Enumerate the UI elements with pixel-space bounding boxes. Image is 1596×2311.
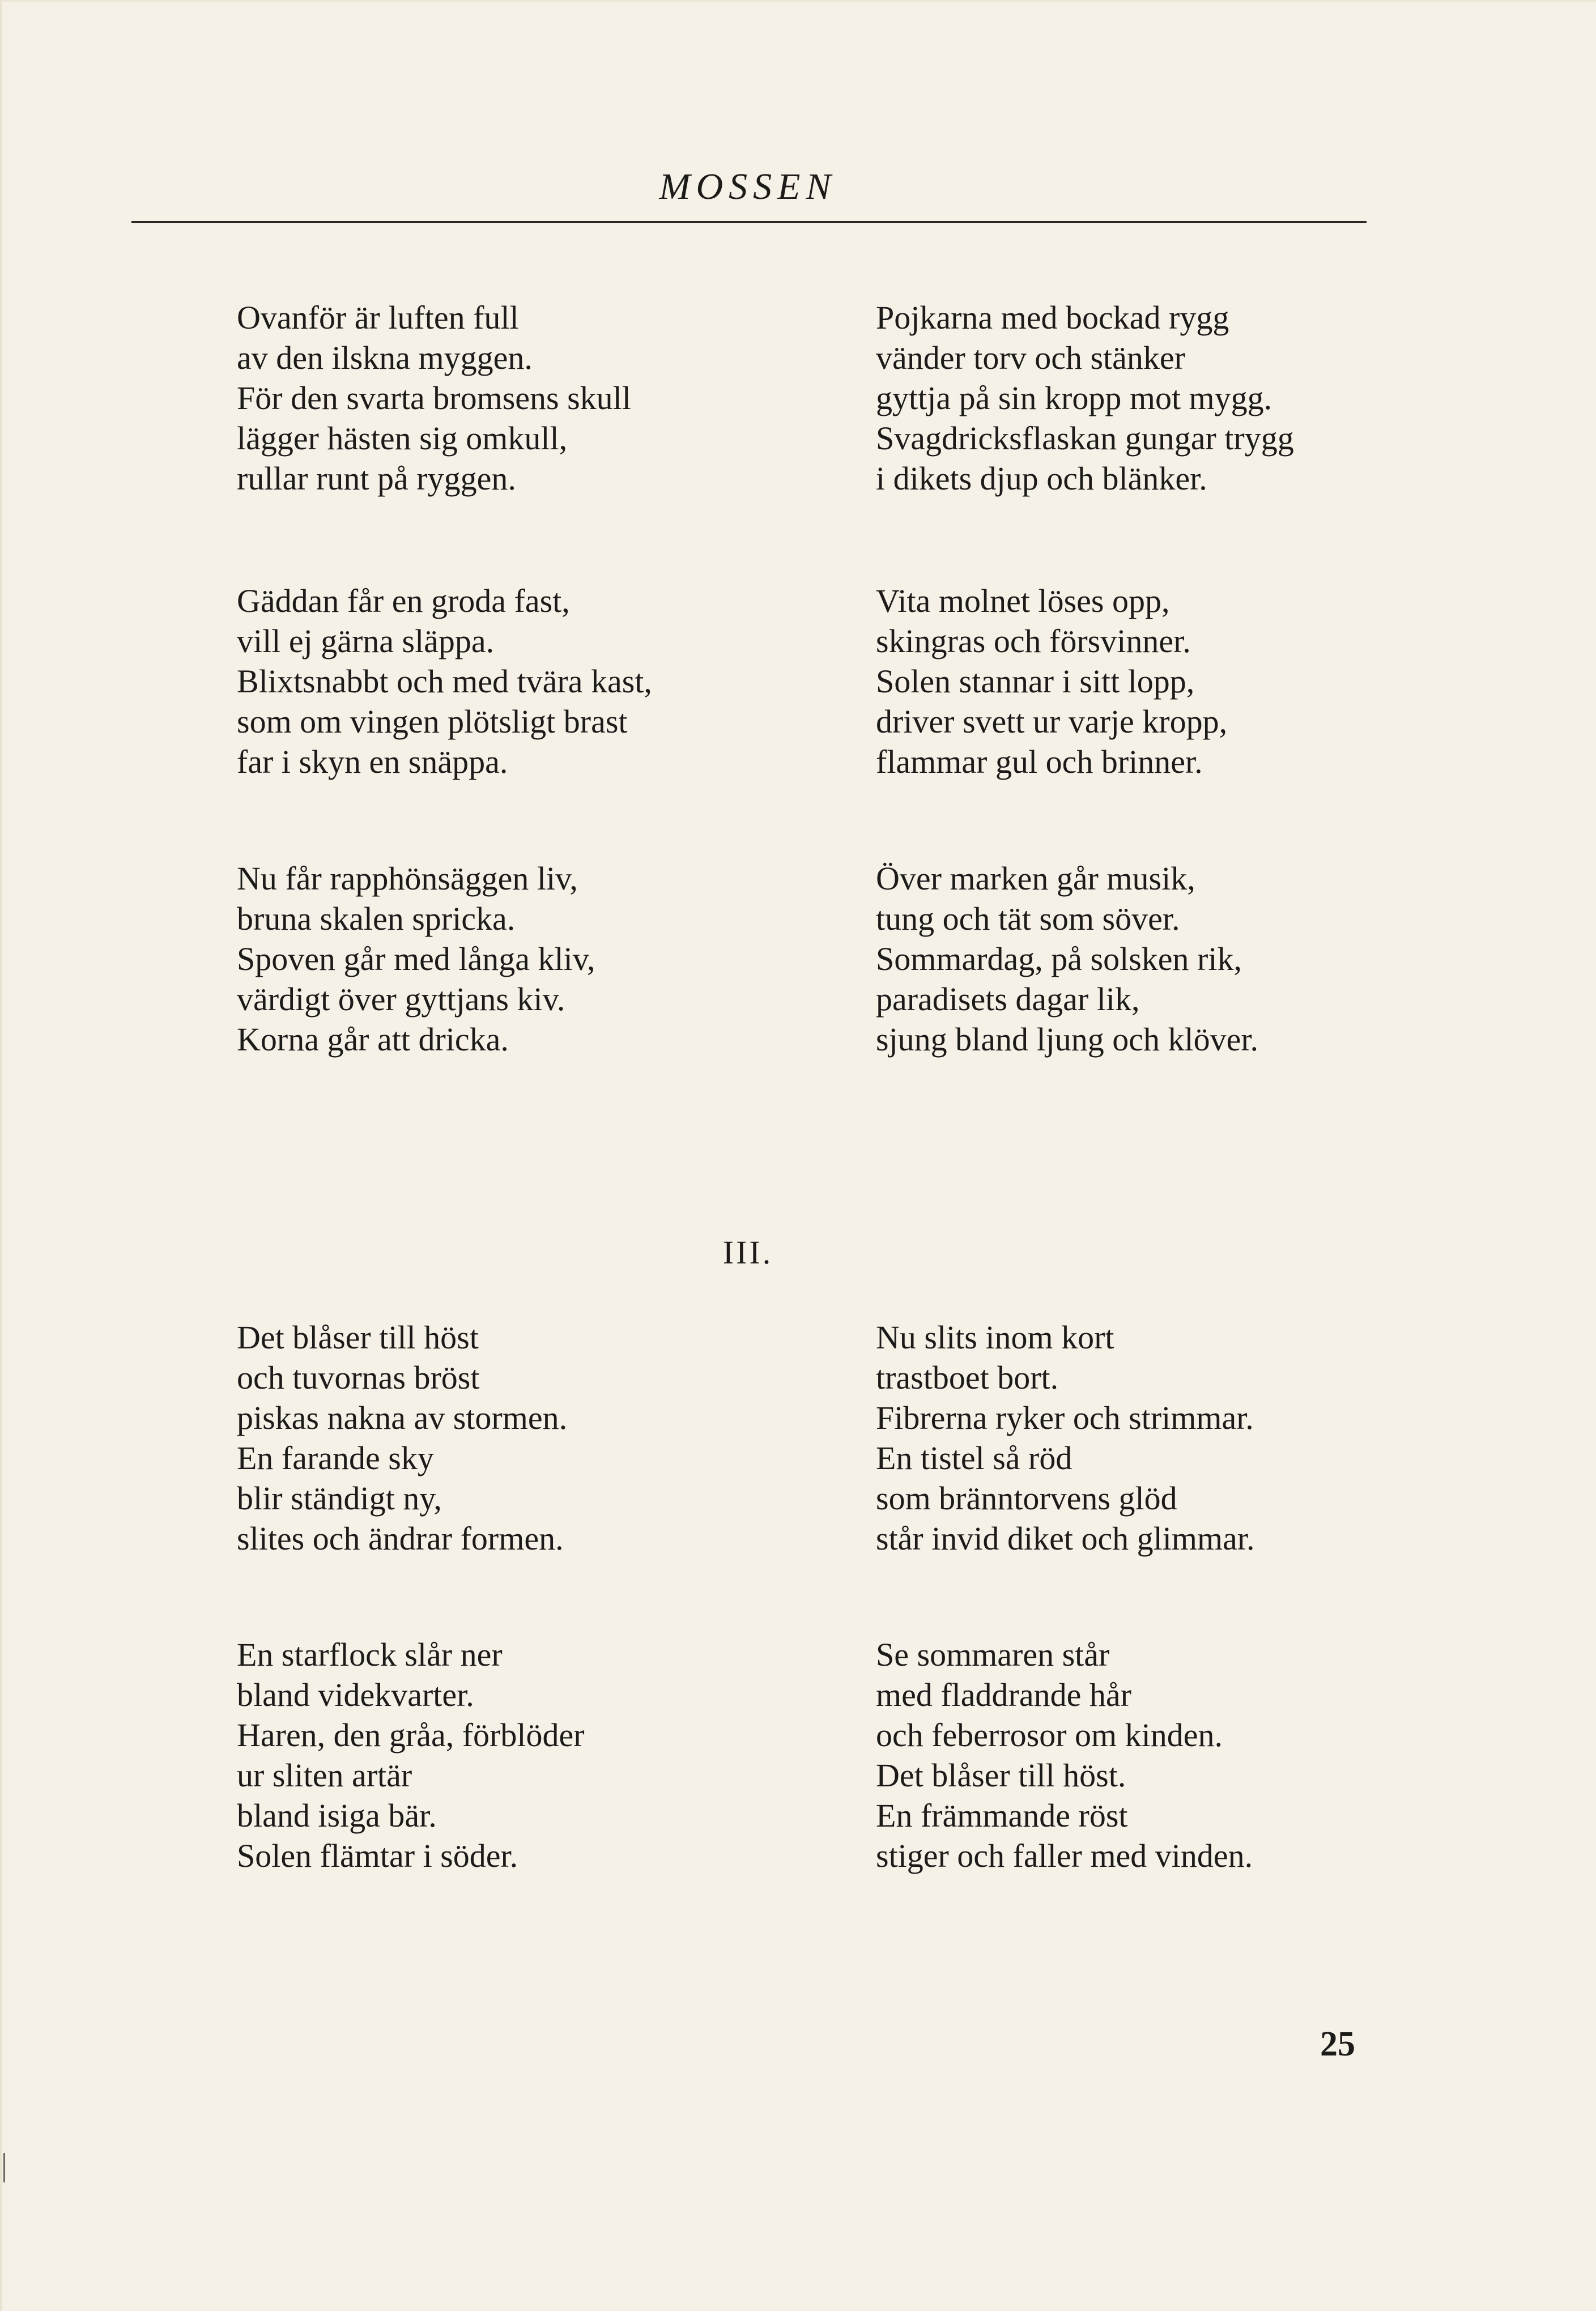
poem-line: blir ständigt ny, (237, 1480, 442, 1517)
poem-line: Spoven går med långa kliv, (237, 940, 595, 977)
poem-line: Nu slits inom kort (876, 1319, 1114, 1356)
poem-line: En främmande röst (876, 1797, 1128, 1834)
poem-line: Solen flämtar i söder. (237, 1837, 518, 1874)
poem-line: rullar runt på ryggen. (237, 460, 516, 497)
poem-line: bland isiga bär. (237, 1797, 437, 1834)
poem-line: slites och ändrar formen. (237, 1520, 564, 1557)
poem-line: står invid diket och glimmar. (876, 1520, 1255, 1557)
poem-line: av den ilskna myggen. (237, 339, 533, 376)
stanza-top-1-left (237, 297, 803, 499)
poem-line: Sommardag, på solsken rik, (876, 940, 1242, 977)
poem-line: vill ej gärna släppa. (237, 623, 495, 659)
poem-line: tung och tät som söver. (876, 900, 1180, 937)
poem-line: flammar gul och brinner. (876, 743, 1203, 780)
stanza-bottom-2-right (876, 1635, 1442, 1876)
poem-line: Det blåser till höst (237, 1319, 479, 1356)
poem-line: Pojkarna med bockad rygg (876, 299, 1229, 336)
poem-line: gyttja på sin kropp mot mygg. (876, 380, 1272, 416)
poem-line: Gäddan får en groda fast, (237, 582, 570, 619)
stanza-top-1-right (876, 297, 1442, 499)
poem-line: med fladdrande hår (876, 1676, 1131, 1713)
poem-line: stiger och faller med vinden. (876, 1837, 1253, 1874)
poem-line: ur sliten artär (237, 1757, 412, 1794)
poem-line: Svagdricksflaskan gungar trygg (876, 420, 1294, 457)
poem-line: piskas nakna av stormen. (237, 1399, 568, 1436)
poem-line: vänder torv och stänker (876, 339, 1185, 376)
stanza-bottom-1-left (237, 1317, 803, 1559)
page-number: 25 (1320, 2025, 1355, 2063)
poem-line: bruna skalen spricka. (237, 900, 516, 937)
poem-line: Ovanför är luften full (237, 299, 519, 336)
stanza-top-3-right (876, 858, 1442, 1059)
poem-line: Nu får rapphönsäggen liv, (237, 860, 578, 897)
stanza-bottom-2-left (237, 1635, 803, 1876)
poem-line: Över marken går musik, (876, 860, 1195, 897)
stanza-top-2-left (237, 581, 803, 782)
poem-line: Det blåser till höst. (876, 1757, 1126, 1794)
poem-line: Fibrerna ryker och strimmar. (876, 1399, 1254, 1436)
poem-line: Solen stannar i sitt lopp, (876, 663, 1195, 700)
poem-line: En farande sky (237, 1440, 434, 1476)
poem-line: Blixtsnabbt och med tvära kast, (237, 663, 652, 700)
margin-mark (3, 2153, 5, 2182)
stanza-top-3-left (237, 858, 803, 1059)
poem-line: och feberrosor om kinden. (876, 1717, 1223, 1754)
poem-line: lägger hästen sig omkull, (237, 420, 568, 457)
running-header-title: MOSSEN (659, 166, 837, 207)
poem-line: driver svett ur varje kropp, (876, 703, 1228, 740)
poem-line: skingras och försvinner. (876, 623, 1191, 659)
poem-line: i dikets djup och blänker. (876, 460, 1207, 497)
poem-line: Vita molnet löses opp, (876, 582, 1170, 619)
poem-line: trastboet bort. (876, 1359, 1059, 1396)
poem-line: och tuvornas bröst (237, 1359, 480, 1396)
poem-line: För den svarta bromsens skull (237, 380, 631, 416)
poem-line: Se sommaren står (876, 1636, 1110, 1673)
header-rule (131, 221, 1367, 223)
poem-line: Haren, den gråa, förblöder (237, 1717, 585, 1754)
poem-line: En starflock slår ner (237, 1636, 503, 1673)
poem-line: värdigt över gyttjans kiv. (237, 981, 565, 1018)
section-numeral: III. (722, 1234, 773, 1271)
poem-line: som om vingen plötsligt brast (237, 703, 628, 740)
stanza-bottom-1-right (876, 1317, 1442, 1559)
poem-line: bland videkvarter. (237, 1676, 474, 1713)
poem-line: som bränntorvens glöd (876, 1480, 1177, 1517)
poem-line: sjung bland ljung och klöver. (876, 1021, 1258, 1058)
poem-line: Korna går att dricka. (237, 1021, 509, 1058)
poem-line: paradisets dagar lik, (876, 981, 1140, 1018)
poem-line: En tistel så röd (876, 1440, 1072, 1476)
poem-line: far i skyn en snäppa. (237, 743, 508, 780)
stanza-top-2-right (876, 581, 1442, 782)
